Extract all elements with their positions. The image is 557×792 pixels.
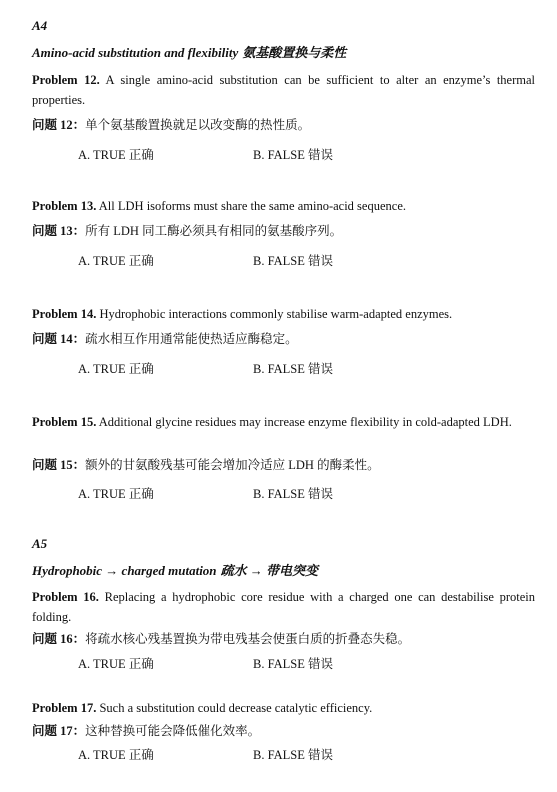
- option-false[interactable]: B. FALSE 错误: [253, 748, 333, 762]
- problem-statement: A single amino-acid substitution can be sufficient to alter an enzyme’s thermal properties.: [32, 73, 536, 107]
- problem-zh-label: 问题 16：: [32, 632, 86, 646]
- problem-zh-label: 问题 15：: [32, 458, 86, 472]
- option-true[interactable]: A. TRUE 正确: [78, 487, 154, 501]
- problem-zh-statement: 将疏水核心残基置换为带电残基会使蛋白质的折叠态失稳。: [85, 632, 411, 646]
- problem-zh-statement: 这种替换可能会降低催化效率。: [85, 724, 261, 738]
- problem-12-options: [78, 145, 333, 163]
- problem-13-options: [78, 251, 333, 269]
- problem-13-zh: [32, 222, 535, 240]
- problem-16-text: [32, 587, 535, 627]
- option-false[interactable]: B. FALSE 错误: [253, 657, 333, 671]
- section-title-zh: 氨基酸置换与柔性: [242, 45, 347, 60]
- problem-zh-statement: 所有 LDH 同工酶必须具有相同的氨基酸序列。: [85, 224, 343, 238]
- problem-15-zh: [32, 456, 535, 474]
- option-false[interactable]: B. FALSE 错误: [253, 362, 333, 376]
- option-true[interactable]: A. TRUE 正确: [78, 148, 154, 162]
- problem-label: Problem 13.: [32, 199, 97, 213]
- problem-16-options: [78, 654, 333, 672]
- option-false[interactable]: B. FALSE 错误: [253, 487, 333, 501]
- option-true[interactable]: A. TRUE 正确: [78, 254, 154, 268]
- section-title-en: Hydrophobic → charged mutation: [32, 563, 217, 578]
- option-true[interactable]: A. TRUE 正确: [78, 657, 154, 671]
- section-title-zh: 疏水 → 带电突变: [220, 563, 319, 578]
- problem-statement: Additional glycine residues may increase enzyme flexibility in cold-adapted LDH.: [98, 415, 512, 429]
- problem-14-options: [78, 359, 333, 377]
- problem-zh-label: 问题 12：: [32, 118, 86, 132]
- section-title-a4: [32, 42, 535, 61]
- problem-17-options: [78, 745, 333, 763]
- section-label-a5: A5: [32, 536, 48, 551]
- section-label-a4: A4: [32, 18, 48, 33]
- problem-statement: Hydrophobic interactions commonly stabilise warm-adapted enzymes.: [99, 307, 453, 321]
- problem-statement: Such a substitution could decrease catalytic efficiency.: [99, 701, 373, 715]
- problem-zh-label: 问题 17：: [32, 724, 86, 738]
- problem-15-options: [78, 484, 333, 502]
- problem-17-text: [32, 698, 535, 718]
- problem-label: Problem 15.: [32, 415, 97, 429]
- problem-14-text: [32, 304, 535, 324]
- problem-15-text: [32, 412, 535, 432]
- problem-label: Problem 14.: [32, 307, 97, 321]
- problem-zh-statement: 单个氨基酸置换就足以改变酶的热性质。: [85, 118, 311, 132]
- problem-label: Problem 17.: [32, 701, 97, 715]
- problem-16-zh: [32, 630, 535, 648]
- problem-12-zh: [32, 116, 535, 134]
- problem-zh-statement: 疏水相互作用通常能使热适应酶稳定。: [85, 332, 298, 346]
- option-false[interactable]: B. FALSE 错误: [253, 148, 333, 162]
- problem-statement: All LDH isoforms must share the same amino-acid sequence.: [98, 199, 406, 213]
- option-true[interactable]: A. TRUE 正确: [78, 748, 154, 762]
- problem-14-zh: [32, 330, 535, 348]
- option-true[interactable]: A. TRUE 正确: [78, 362, 154, 376]
- problem-statement: Replacing a hydrophobic core residue with a charged one can destabilise protein folding.: [32, 590, 536, 624]
- problem-zh-statement: 额外的甘氨酸残基可能会增加冷适应 LDH 的酶柔性。: [85, 458, 380, 472]
- section-title-en: Amino-acid substitution and flexibility: [32, 45, 239, 60]
- problem-13-text: [32, 196, 535, 216]
- problem-17-zh: [32, 722, 535, 740]
- option-false[interactable]: B. FALSE 错误: [253, 254, 333, 268]
- problem-zh-label: 问题 14：: [32, 332, 86, 346]
- section-title-a5: [32, 560, 535, 579]
- problem-label: Problem 16.: [32, 590, 99, 604]
- problem-zh-label: 问题 13：: [32, 224, 86, 238]
- problem-label: Problem 12.: [32, 73, 100, 87]
- problem-12-text: [32, 70, 535, 110]
